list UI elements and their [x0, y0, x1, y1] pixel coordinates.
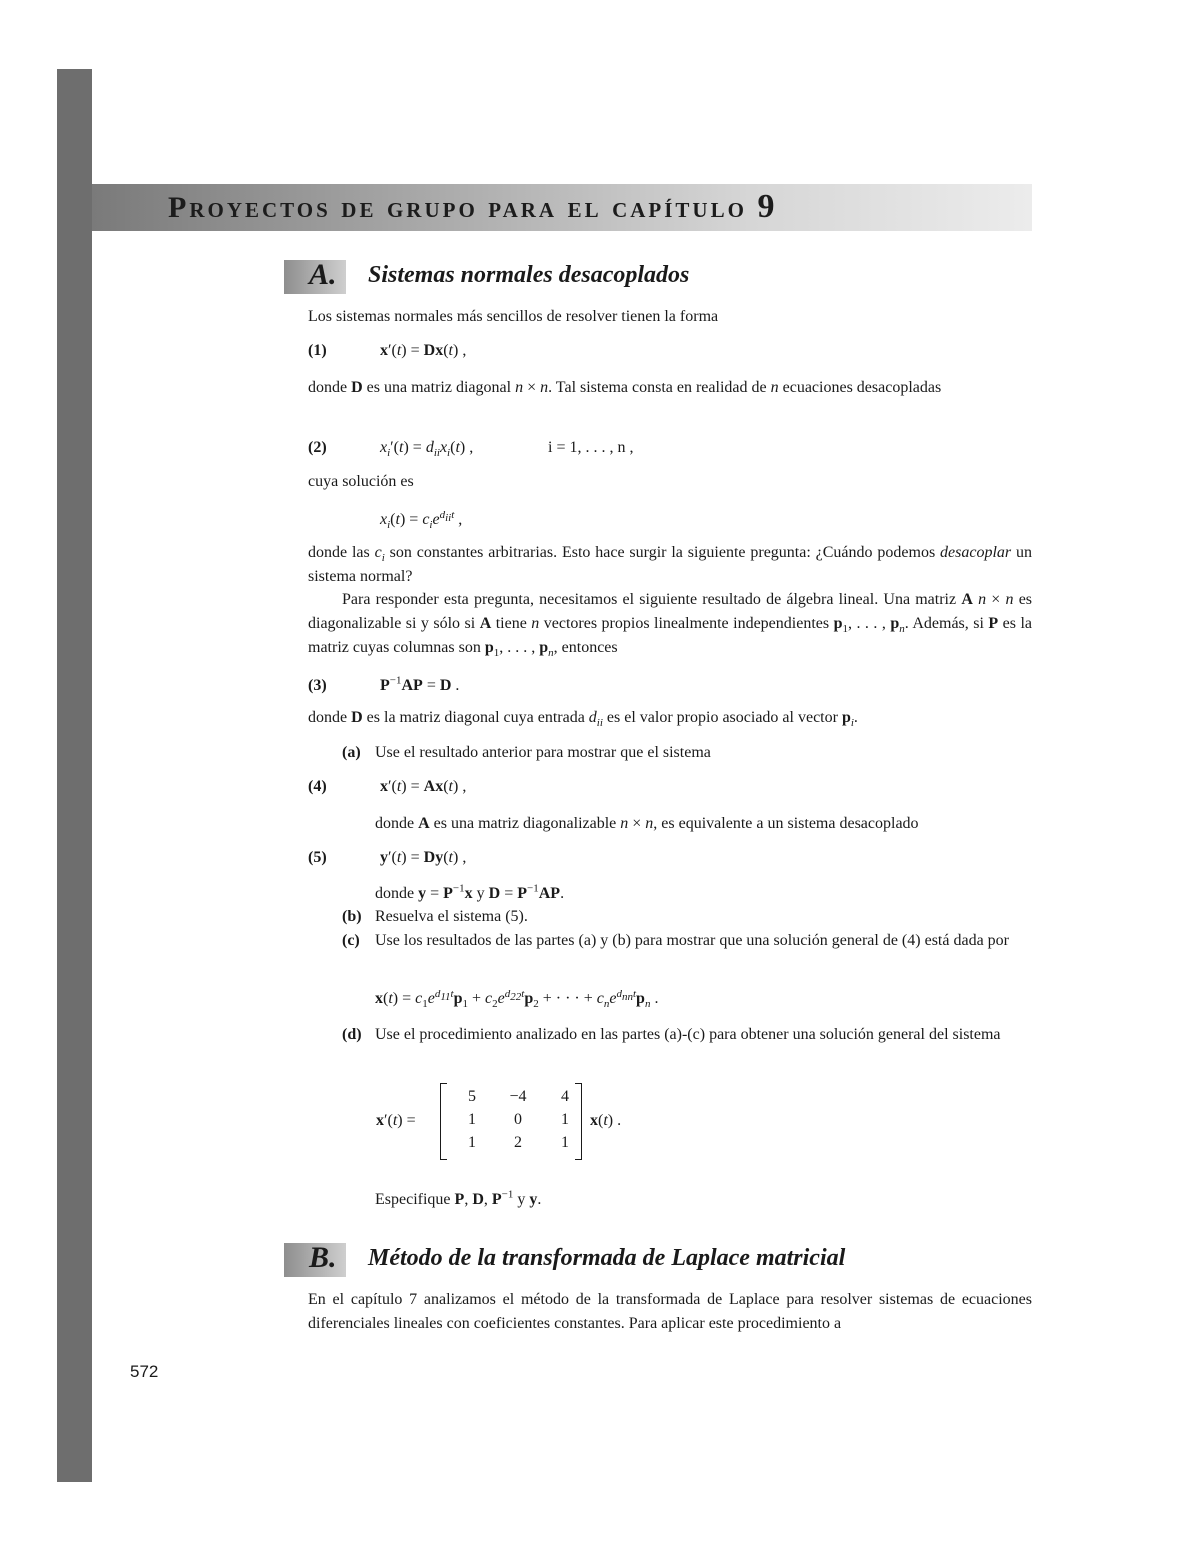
solution-intro: cuya solución es [308, 473, 414, 490]
matrix-cell: 4 [561, 1088, 569, 1105]
equation-4: x′(t) = Ax(t) , [380, 778, 467, 795]
equation-3-number: (3) [308, 677, 327, 694]
section-b-text: En el capítulo 7 analizamos el método de la transformada de Laplace para resolver sistemas de ecuaciones diferenciales lineales con coeficientes constantes. Para aplicar este procedimiento a [308, 1291, 1032, 1332]
section-a-letter: A. [309, 258, 337, 291]
paragraph-eigenvalue: donde D es la matriz diagonal cuya entrada $d_{ii}$ es el valor propio asociado al vector $p_i$. [308, 709, 858, 730]
section-a-title: Sistemas normales desacoplados [368, 262, 690, 288]
section-b-letter: B. [309, 1241, 337, 1274]
section-b-heading [284, 1243, 1044, 1279]
matrix-cell: 2 [514, 1134, 522, 1151]
item-a-label: (a) [342, 744, 361, 761]
matrix-cell: 1 [561, 1111, 569, 1128]
matrix-cell: 1 [561, 1134, 569, 1151]
equation-5-definitions: donde $y = P^{-1}x$ y $D = P^{-1}AP$. [375, 882, 565, 902]
general-solution-equation: $x(t) = c_1e^{d_{11}t}p_1 + c_2e^{d_{22}t}p_2$ + · · · + $c_ne^{d_{nn}t}p_n$ . [375, 987, 659, 1011]
section-a-intro: Los sistemas normales más sencillos de resolver tienen la forma [308, 308, 719, 325]
item-a-text: Use el resultado anterior para mostrar que el sistema [375, 744, 711, 761]
equation-5: y′(t) = Dy(t) , [380, 849, 467, 866]
solution-equation: $x_i(t) = c_ie^{d_{ii}t}$ , [380, 508, 463, 532]
coefficient-matrix [440, 1083, 582, 1158]
equation-2-range: i = 1, . . . , n , [548, 439, 634, 456]
item-d-text: Use el procedimiento analizado en las partes (a)-(c) para obtener una solución general del sistema [375, 1026, 1001, 1043]
equation-1-number: (1) [308, 342, 327, 359]
matrix-left-bracket [440, 1083, 447, 1160]
equation-4-number: (4) [308, 778, 327, 795]
equation-2: $x_i'(t) = d_{ii}x_i(t)$ , [380, 439, 474, 460]
matrix-cell: 0 [514, 1111, 522, 1128]
equation-1: x′(t) = Dx(t) , [380, 342, 467, 359]
paragraph-diagonal-matrix: donde D es una matriz diagonal n × n. Tal sistema consta en realidad de n ecuaciones desacopladas [308, 379, 942, 396]
chapter-number: 9 [757, 188, 775, 225]
page-number: 572 [130, 1362, 159, 1381]
matrix-system-rhs: x(t) . [590, 1112, 622, 1129]
equation-2-number: (2) [308, 439, 327, 456]
section-a-heading [284, 260, 1044, 296]
item-b-text: Resuelva el sistema (5). [375, 908, 528, 925]
matrix-cell: −4 [509, 1088, 527, 1105]
item-b-label: (b) [342, 908, 362, 925]
matrix-system-lhs: x′(t) = [376, 1112, 416, 1129]
item-d-label: (d) [342, 1026, 362, 1043]
section-b-title: Método de la transformada de Laplace matricial [368, 1245, 846, 1271]
matrix-cell: 1 [468, 1111, 476, 1128]
equation-5-number: (5) [308, 849, 327, 866]
chapter-title [168, 188, 774, 226]
matrix-cell: 1 [468, 1134, 476, 1151]
paragraph-constants: donde las $c_i$ son constantes arbitrarias. Esto hace surgir la siguiente pregunta: ¿Cuándo podemos desacoplar un sistema normal? [308, 544, 1033, 585]
chapter-title-text: Proyectos de grupo para el capítulo [168, 191, 747, 224]
page-edge-band [57, 69, 92, 1482]
item-c-text: Use los resultados de las partes (a) y (b) para mostrar que una solución general de (4) está dada por [375, 932, 1009, 949]
specify-line: Especifique P, D, $P^{-1}$ y y. [375, 1188, 542, 1208]
paragraph-diagonalizable: Para responder esta pregunta, necesitamos el siguiente resultado de álgebra lineal. Una matriz A n × n es diagonalizable si y sólo si A tiene n vectores propios linealmente independientes $p_1$, . . . , $p_n$. Además, si P es la matriz cuyas columnas son $p_1$, . . . , $p_n$, entonces [308, 591, 1033, 660]
item-c-label: (c) [342, 932, 360, 949]
equation-3: $P^{-1}AP = D$ . [380, 674, 460, 694]
matrix-cell: 5 [468, 1088, 476, 1105]
item-a-continuation: donde A es una matriz diagonalizable n × n, es equivalente a un sistema desacoplado [375, 815, 919, 832]
